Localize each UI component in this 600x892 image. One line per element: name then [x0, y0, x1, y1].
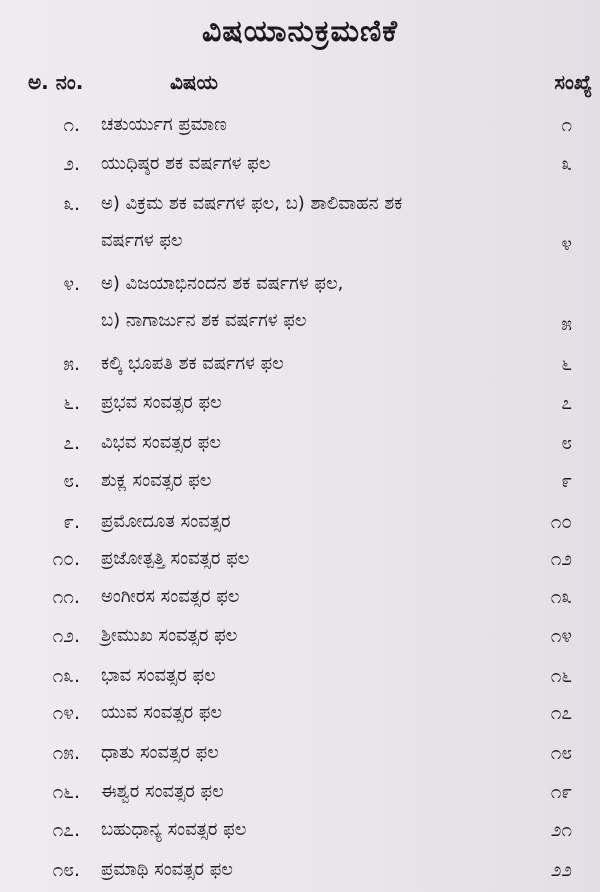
entry-title-line: ಪ್ರಮೋದೂತ ಸಂವತ್ಸರ — [101, 511, 231, 532]
entry-number: ೯. — [63, 511, 80, 533]
entry-number: ೧೦. — [52, 548, 80, 570]
toc-entry — [0, 185, 600, 255]
entry-number: ೧೬. — [52, 781, 80, 803]
column-header-subject: ವಿಷಯ — [170, 70, 218, 94]
toc-entry — [0, 851, 600, 891]
entry-number: ೭. — [63, 432, 80, 454]
toc-entry — [0, 617, 600, 657]
entry-title-line: ಅ) ವಿಜಯಾಭಿನಂದನ ಶಕ ವರ್ಷಗಳ ಫಲ, — [101, 273, 344, 294]
entry-number: ೧೮. — [52, 859, 80, 881]
entry-page-number: ೮ — [561, 432, 572, 454]
entry-number: ೧೫. — [52, 742, 80, 764]
toc-entry — [0, 694, 600, 734]
entry-page-number: ೧೯ — [550, 781, 572, 803]
entry-title-line: ಭಾವ ಸಂವತ್ಸರ ಫಲ — [101, 665, 216, 686]
toc-entry — [0, 657, 600, 697]
entry-title-line: ಬ) ನಾಗಾರ್ಜುನ ಶಕ ವರ್ಷಗಳ ಫಲ — [101, 310, 307, 331]
entry-title-line: ಯುಧಿಷ್ಠರ ಶಕ ವರ್ಷಗಳ ಫಲ — [101, 153, 271, 174]
entry-page-number: ೯ — [561, 470, 572, 492]
entry-number: ೨. — [63, 153, 80, 175]
entry-title-line: ವಿಭವ ಸಂವತ್ಸರ ಫಲ — [101, 432, 221, 453]
toc-entry — [0, 811, 600, 851]
toc-entry — [0, 503, 600, 543]
entry-title-line: ಅಂಗೀರಸ ಸಂವತ್ಸರ ಫಲ — [101, 586, 240, 607]
entry-number: ೧೧. — [52, 586, 80, 608]
entry-number: ೧೩. — [52, 665, 80, 687]
entry-page-number: ೧೬ — [550, 665, 572, 687]
entry-title-line: ವರ್ಷಗಳ ಫಲ — [101, 230, 183, 251]
entry-title-line: ಪ್ರಭವ ಸಂವತ್ಸರ ಫಲ — [101, 392, 222, 413]
entry-page-number: ೨೧ — [550, 819, 572, 841]
entry-page-number: ೪ — [561, 233, 572, 255]
entry-title-line: ಶುಕ್ಲ ಸಂವತ್ಸರ ಫಲ — [101, 470, 212, 491]
entry-title-line: ಚತುರ್ಯುಗ ಪ್ರಮಾಣ — [101, 114, 227, 135]
entry-page-number: ೩ — [561, 153, 572, 175]
entry-title-line: ಪ್ರಜೋತ್ಪತ್ತಿ ಸಂವತ್ಸರ ಫಲ — [101, 548, 250, 569]
entry-number: ೧. — [63, 114, 80, 136]
toc-entry — [0, 145, 600, 185]
entry-page-number: ೧೭ — [550, 702, 572, 724]
entry-number: ೧೪. — [52, 702, 80, 724]
column-header-page: ಸಂಖ್ಯೆ — [554, 70, 592, 94]
entry-number: ೮. — [63, 470, 80, 492]
column-header-serial: ಅ. ನಂ. — [28, 70, 84, 94]
entry-page-number: ೧೪ — [550, 625, 572, 647]
entry-number: ೧೨. — [52, 625, 80, 647]
entry-page-number: ೧ — [561, 114, 572, 136]
toc-entry — [0, 540, 600, 580]
entry-page-number: ೭ — [561, 392, 572, 414]
toc-entry — [0, 734, 600, 774]
entry-title-line: ಶ್ರೀಮುಖ ಸಂವತ್ಸರ ಫಲ — [101, 625, 238, 646]
entry-page-number: ೫ — [561, 313, 572, 335]
entry-number: ೪. — [63, 273, 80, 295]
entry-page-number: ೧೩ — [550, 586, 572, 608]
toc-entry — [0, 424, 600, 464]
toc-entry — [0, 578, 600, 618]
entry-page-number: ೨೨ — [550, 859, 572, 881]
entry-title-line: ಧಾತು ಸಂವತ್ಸರ ಫಲ — [101, 742, 219, 763]
entry-number: ೬. — [63, 392, 80, 414]
toc-entry — [0, 462, 600, 502]
toc-entry — [0, 345, 600, 385]
entry-page-number: ೧೮ — [550, 742, 572, 764]
entry-number: ೩. — [63, 193, 80, 215]
toc-entry — [0, 384, 600, 424]
toc-entry — [0, 106, 600, 146]
entry-page-number: ೧೦ — [550, 511, 572, 533]
entry-title-line: ಪ್ರಮಾಥಿ ಸಂವತ್ಸರ ಫಲ — [101, 859, 233, 880]
entry-title-line: ಈಶ್ವರ ಸಂವತ್ಸರ ಫಲ — [101, 781, 224, 802]
entry-title-line: ಅ) ವಿಕ್ರಮ ಶಕ ವರ್ಷಗಳ ಫಲ, ಬ) ಶಾಲಿವಾಹನ ಶಕ — [101, 193, 403, 214]
toc-entry — [0, 265, 600, 335]
entry-page-number: ೬ — [561, 353, 572, 375]
toc-entry — [0, 773, 600, 813]
entry-page-number: ೧೨ — [550, 548, 572, 570]
entry-title-line: ಯುವ ಸಂವತ್ಸರ ಫಲ — [101, 702, 223, 723]
entry-number: ೧೭. — [52, 819, 80, 841]
entry-title-line: ಬಹುಧಾನ್ಯ ಸಂವತ್ಸರ ಫಲ — [101, 819, 247, 840]
entry-title-line: ಕಲ್ಕಿ ಭೂಪತಿ ಶಕ ವರ್ಷಗಳ ಫಲ — [101, 353, 284, 374]
page-title: ವಿಷಯಾನುಕ್ರಮಣಿಕೆ — [202, 14, 398, 49]
entry-number: ೫. — [63, 353, 80, 375]
